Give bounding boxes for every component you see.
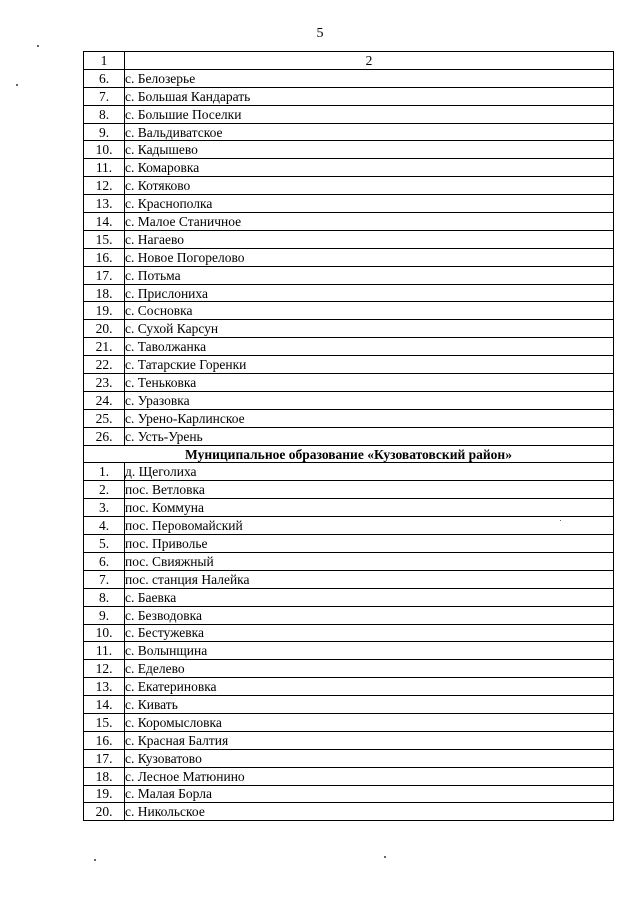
table-row bbox=[84, 785, 614, 803]
settlement-name: с. Никольское bbox=[125, 803, 614, 821]
row-number: 12. bbox=[84, 660, 125, 678]
table-row bbox=[84, 517, 614, 535]
scan-speck bbox=[37, 45, 39, 47]
settlement-name: с. Новое Погорелово bbox=[125, 248, 614, 266]
settlement-name: с. Кадышево bbox=[125, 141, 614, 159]
row-number: 14. bbox=[84, 213, 125, 231]
header-cell-number: 1 bbox=[84, 52, 125, 70]
settlement-name: с. Кивать bbox=[125, 696, 614, 714]
settlement-name: с. Таволжанка bbox=[125, 338, 614, 356]
settlement-name: с. Сухой Карсун bbox=[125, 320, 614, 338]
row-number: 21. bbox=[84, 338, 125, 356]
table-row bbox=[84, 803, 614, 821]
settlement-name: пос. Свияжный bbox=[125, 552, 614, 570]
row-number: 11. bbox=[84, 642, 125, 660]
settlement-name: с. Котяково bbox=[125, 177, 614, 195]
row-number: 7. bbox=[84, 87, 125, 105]
row-number: 6. bbox=[84, 69, 125, 87]
table-row bbox=[84, 195, 614, 213]
table-row bbox=[84, 767, 614, 785]
settlement-name: с. Лесное Матюнино bbox=[125, 767, 614, 785]
table-row bbox=[84, 266, 614, 284]
table-row bbox=[84, 552, 614, 570]
row-number: 11. bbox=[84, 159, 125, 177]
page-number: 5 bbox=[316, 26, 324, 41]
table-row bbox=[84, 123, 614, 141]
settlement-name: с. Красная Балтия bbox=[125, 731, 614, 749]
table-row bbox=[84, 105, 614, 123]
settlement-name: с. Баевка bbox=[125, 588, 614, 606]
settlement-name: с. Малое Станичное bbox=[125, 213, 614, 231]
section-block bbox=[84, 445, 614, 463]
table-row bbox=[84, 248, 614, 266]
settlement-name: с. Теньковка bbox=[125, 374, 614, 392]
settlement-name: с. Большая Кандарать bbox=[125, 87, 614, 105]
table-row bbox=[84, 427, 614, 445]
row-number: 23. bbox=[84, 374, 125, 392]
table-row bbox=[84, 481, 614, 499]
settlement-name: пос. станция Налейка bbox=[125, 570, 614, 588]
table-row bbox=[84, 696, 614, 714]
section-title: Муниципальное образование «Кузоватовский район» bbox=[84, 445, 614, 463]
table-row bbox=[84, 213, 614, 231]
table-row bbox=[84, 713, 614, 731]
table-body-part-1 bbox=[84, 69, 614, 445]
row-number: 8. bbox=[84, 588, 125, 606]
header-row bbox=[84, 52, 614, 70]
header-cell-name: 2 bbox=[125, 52, 614, 70]
settlement-name: с. Вальдиватское bbox=[125, 123, 614, 141]
settlement-name: д. Щеголиха bbox=[125, 463, 614, 481]
row-number: 12. bbox=[84, 177, 125, 195]
table-row bbox=[84, 230, 614, 248]
settlement-name: с. Большие Поселки bbox=[125, 105, 614, 123]
settlement-name: с. Коромысловка bbox=[125, 713, 614, 731]
table-row bbox=[84, 642, 614, 660]
table-row bbox=[84, 409, 614, 427]
settlement-name: с. Сосновка bbox=[125, 302, 614, 320]
table-row bbox=[84, 660, 614, 678]
table-row bbox=[84, 177, 614, 195]
row-number: 15. bbox=[84, 230, 125, 248]
table-row bbox=[84, 87, 614, 105]
settlement-name: с. Малая Борла bbox=[125, 785, 614, 803]
settlement-name: с. Екатериновка bbox=[125, 678, 614, 696]
table-row bbox=[84, 606, 614, 624]
scan-speck bbox=[384, 856, 386, 858]
row-number: 17. bbox=[84, 749, 125, 767]
table-row bbox=[84, 302, 614, 320]
settlement-name: с. Татарские Горенки bbox=[125, 356, 614, 374]
row-number: 10. bbox=[84, 624, 125, 642]
table-row bbox=[84, 749, 614, 767]
row-number: 26. bbox=[84, 427, 125, 445]
row-number: 15. bbox=[84, 713, 125, 731]
table-body-part-2 bbox=[84, 463, 614, 821]
row-number: 19. bbox=[84, 785, 125, 803]
row-number: 4. bbox=[84, 517, 125, 535]
row-number: 13. bbox=[84, 195, 125, 213]
row-number: 22. bbox=[84, 356, 125, 374]
table-row bbox=[84, 141, 614, 159]
settlement-name: с. Прислониха bbox=[125, 284, 614, 302]
row-number: 10. bbox=[84, 141, 125, 159]
table-row bbox=[84, 374, 614, 392]
settlement-name: с. Кузоватово bbox=[125, 749, 614, 767]
row-number: 19. bbox=[84, 302, 125, 320]
row-number: 25. bbox=[84, 409, 125, 427]
table-row bbox=[84, 463, 614, 481]
settlement-name: пос. Ветловка bbox=[125, 481, 614, 499]
row-number: 3. bbox=[84, 499, 125, 517]
row-number: 24. bbox=[84, 391, 125, 409]
row-number: 13. bbox=[84, 678, 125, 696]
settlement-name: с. Краснополка bbox=[125, 195, 614, 213]
table-row bbox=[84, 69, 614, 87]
table-row bbox=[84, 731, 614, 749]
settlement-name: пос. Перовомайский bbox=[125, 517, 614, 535]
scan-speck bbox=[560, 520, 561, 521]
table-row bbox=[84, 320, 614, 338]
table-row bbox=[84, 570, 614, 588]
section-row bbox=[84, 445, 614, 463]
table-row bbox=[84, 624, 614, 642]
settlement-name: с. Уразовка bbox=[125, 391, 614, 409]
table-row bbox=[84, 499, 614, 517]
scan-speck bbox=[16, 84, 18, 86]
settlement-name: с. Усть-Урень bbox=[125, 427, 614, 445]
settlement-name: с. Потьма bbox=[125, 266, 614, 284]
settlement-name: с. Урено-Карлинское bbox=[125, 409, 614, 427]
settlement-name: пос. Приволье bbox=[125, 535, 614, 553]
row-number: 5. bbox=[84, 535, 125, 553]
settlements-table bbox=[83, 51, 614, 821]
row-number: 18. bbox=[84, 284, 125, 302]
row-number: 2. bbox=[84, 481, 125, 499]
scan-speck bbox=[94, 859, 96, 861]
table-row bbox=[84, 159, 614, 177]
table-row bbox=[84, 284, 614, 302]
row-number: 16. bbox=[84, 731, 125, 749]
row-number: 20. bbox=[84, 320, 125, 338]
table-row bbox=[84, 535, 614, 553]
table-row bbox=[84, 356, 614, 374]
row-number: 6. bbox=[84, 552, 125, 570]
settlement-name: с. Белозерье bbox=[125, 69, 614, 87]
row-number: 18. bbox=[84, 767, 125, 785]
row-number: 9. bbox=[84, 123, 125, 141]
settlement-name: с. Волынщина bbox=[125, 642, 614, 660]
settlement-name: с. Нагаево bbox=[125, 230, 614, 248]
settlement-name: с. Еделево bbox=[125, 660, 614, 678]
settlement-name: с. Безводовка bbox=[125, 606, 614, 624]
table-row bbox=[84, 338, 614, 356]
table-row bbox=[84, 588, 614, 606]
table-row bbox=[84, 391, 614, 409]
row-number: 20. bbox=[84, 803, 125, 821]
settlement-name: с. Комаровка bbox=[125, 159, 614, 177]
settlement-name: с. Бестужевка bbox=[125, 624, 614, 642]
row-number: 16. bbox=[84, 248, 125, 266]
row-number: 14. bbox=[84, 696, 125, 714]
row-number: 9. bbox=[84, 606, 125, 624]
row-number: 17. bbox=[84, 266, 125, 284]
row-number: 8. bbox=[84, 105, 125, 123]
row-number: 7. bbox=[84, 570, 125, 588]
table-row bbox=[84, 678, 614, 696]
table-header bbox=[84, 52, 614, 70]
settlement-name: пос. Коммуна bbox=[125, 499, 614, 517]
row-number: 1. bbox=[84, 463, 125, 481]
